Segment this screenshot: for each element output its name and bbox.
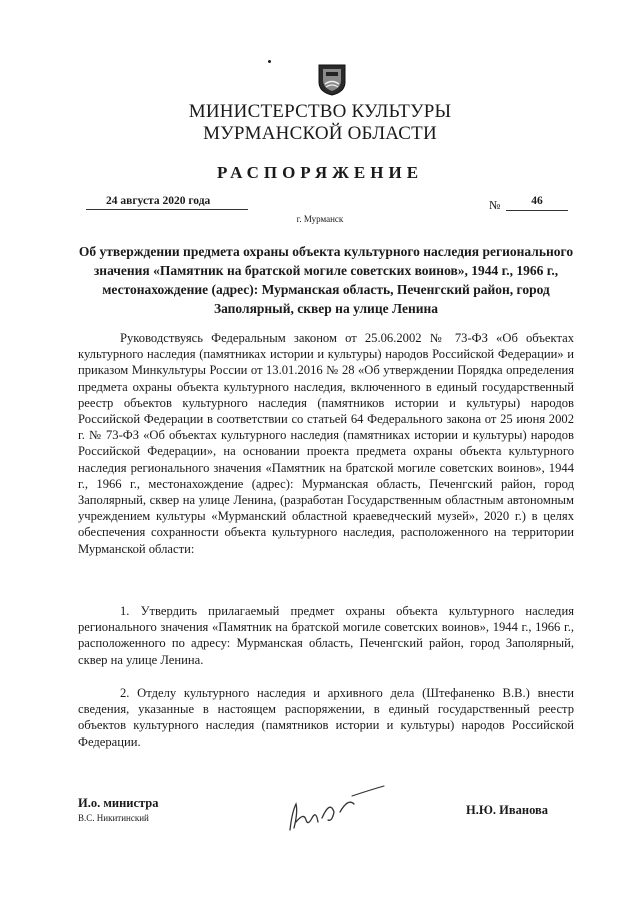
document-type: РАСПОРЯЖЕНИЕ	[216, 163, 424, 182]
ministry-name-line2: МУРМАНСКОЙ ОБЛАСТИ	[203, 123, 437, 144]
ministry-name-line1: МИНИСТЕРСТВО КУЛЬТУРЫ	[188, 101, 452, 122]
executor-name: В.С. Никитинский	[78, 813, 149, 823]
document-date: 24 августа 2020 года	[86, 195, 248, 210]
signatory-role: И.о. министра	[78, 796, 159, 810]
scan-speck	[268, 60, 271, 63]
preamble-paragraph: Руководствуясь Федеральным законом от 25.06.2002 № 73-ФЗ «Об объектах культурного наследия (памятниках истории и культуры) народов Российской Федерации» и приказом Минкультуры России от 13.01.2016 № 28 «Об утверждении Порядка определения предмета охраны объекта культурного наследия, включенного в единый государственный реестр объектов культурного наследия (памятников истории и культуры) народов Российской Федерации в соответствии со статьей 64 Федерального закона от 25 июня 2002 г. № 73-ФЗ «Об объектах культурного наследия (памятниках истории и культуры) народов Российской Федерации», на основании проекта предмета охраны объекта культурного наследия регионального значения «Памятник на братской могиле советских воинов», 1944 г., 1966 г., местонахождение (адрес): Мурманская область, Печенгский район, город Заполярный, сквер на улице Ленина, (разработан Государственным областным автономным учреждением культуры «Мурманский областной краеведческий музей», 2020 г.) в целях обеспечения сохранности объекта культурного наследия, расположенного на территории Мурманской области:	[78, 331, 574, 556]
number-sign: №	[489, 198, 501, 212]
order-item-2: 2. Отделу культурного наследия и архивного дела (Штефаненко В.В.) внести сведения, указанные в настоящем распоряжении, в единый государственный реестр объектов культурного наследия (памятников истории и культуры) народов Российской Федерации.	[78, 686, 574, 749]
order-item-1: 1. Утвердить прилагаемый предмет охраны объекта культурного наследия регионального значения «Памятник на братской могиле советских воинов», 1944 г., 1966 г., расположенного по адресу: Мурманская область, Печенгский район, город Заполярный, сквер на улице Ленина.	[78, 604, 574, 667]
signatory-name: Н.Ю. Иванова	[466, 803, 549, 817]
handwritten-signature	[282, 782, 392, 838]
document-title: Об утверждении предмета охраны объекта культурного наследия регионального значения «Памятник на братской могиле советских воинов», 1944 г., 1966 г., местонахождение (адрес): Мурманская область, Печенгский район, город Заполярный, сквер на улице Ленина	[78, 244, 574, 316]
document-number: 46	[506, 195, 568, 211]
document-city: г. Мурманск	[296, 214, 344, 224]
coat-of-arms-icon	[317, 62, 347, 96]
